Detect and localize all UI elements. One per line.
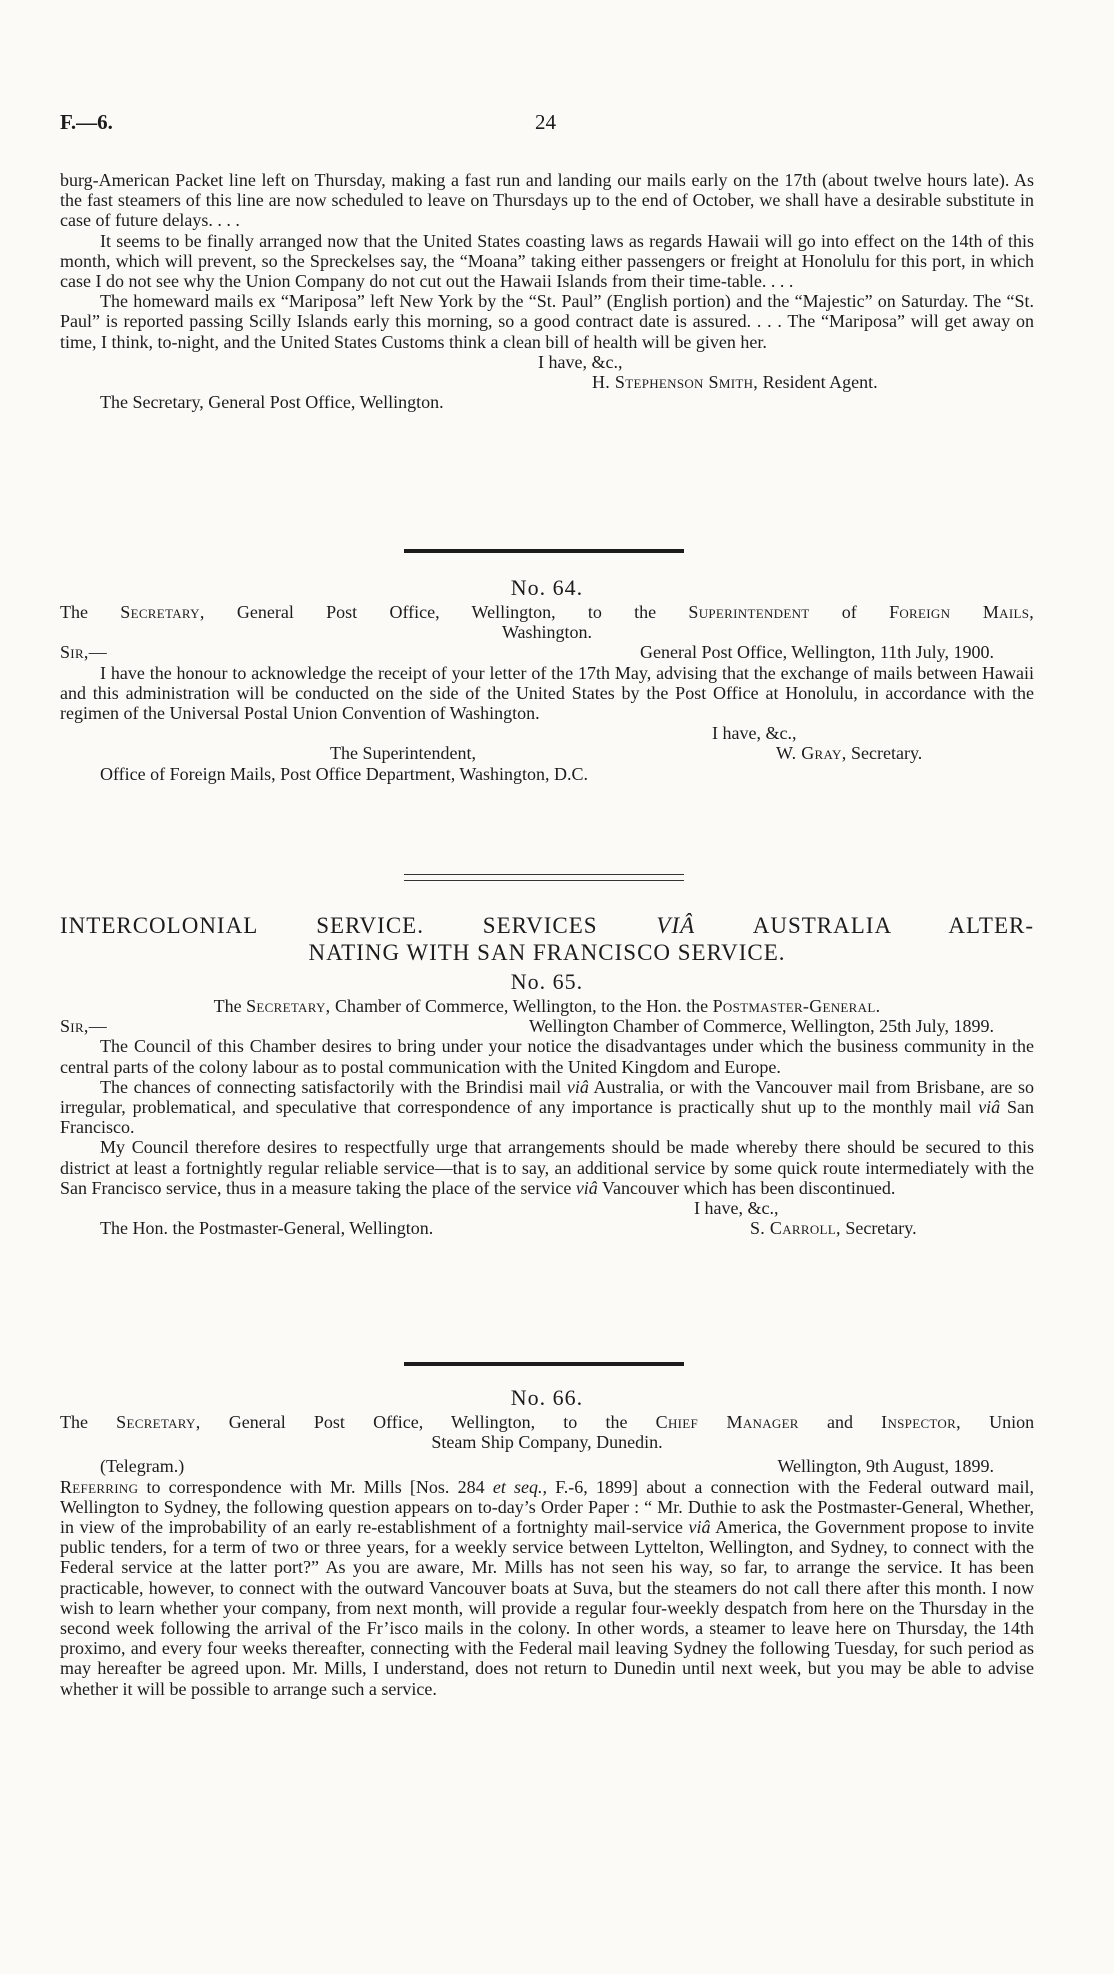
letter-63-tail xyxy=(60,170,1034,412)
signature-name: H. Stephenson Smith, xyxy=(592,372,759,393)
salutation: Sir,— xyxy=(60,642,108,663)
signature-line xyxy=(60,1218,1034,1239)
signature-line xyxy=(60,743,1034,764)
letter-heading: The Secretary, Chamber of Commerce, Wellington, to the Hon. the Postmaster-General. xyxy=(213,996,881,1016)
paragraph: burg-American Packet line left on Thursday, making a fast run and landing our mails early on the 17th (about twelve hours late). As the fast steamers of this line are now scheduled to leave on Thursdays up to the end of October, we shall have a desirable substitute in case of future delays. . . . xyxy=(60,170,1034,231)
paragraph: It seems to be finally arranged now that the United States coasting laws as regards Hawaii will go into effect on the 14th of this month, which will prevent, so the Spreckelses say, the “Moana” taking either passengers or freight at Honolulu for this port, in which case I do not see why the Union Company do not cut out the Hawaii Islands from their time-table. . . . xyxy=(60,230,1034,292)
salutation: Sir,— xyxy=(60,1016,108,1037)
letter-heading: The Secretary, General Post Office, Wellington, to the Superintendent of Foreign Mails, xyxy=(60,602,1035,622)
signature: S. Carroll, Secretary. xyxy=(750,1218,917,1239)
salutation-line xyxy=(60,642,1034,662)
section-heading-line-1: INTERCOLONIAL SERVICE. SERVICES VIÂ AUSTRALIA ALTER- xyxy=(60,913,1034,938)
letter-heading-place: Washington. xyxy=(501,622,593,643)
salutation-line xyxy=(60,1016,1034,1036)
double-divider xyxy=(404,874,684,881)
paragraph: I have the honour to acknowledge the receipt of your letter of the 17th May, advising that the exchange of mails between Hawaii and this administration will be conducted on the side of the United States by the Post Office at Honolulu, in accordance with the regimen of the Universal Postal Union Convention of Washington. xyxy=(60,662,1034,724)
letter-heading-place: Steam Ship Company, Dunedin. xyxy=(431,1432,663,1453)
letter-number: No. 64. xyxy=(510,575,584,600)
letter-66 xyxy=(60,1384,1034,1699)
page-number: 24 xyxy=(535,110,556,134)
letter-number: No. 65. xyxy=(510,969,584,994)
section-divider xyxy=(404,1362,684,1366)
addressee: The Secretary, General Post Office, Wellington. xyxy=(100,392,444,413)
dateline: Wellington, 9th August, 1899. xyxy=(777,1456,994,1477)
addressee: The Hon. the Postmaster-General, Wellington. xyxy=(100,1218,434,1239)
telegram-line xyxy=(60,1456,1034,1476)
paragraph: Referring to correspondence with Mr. Mills [Nos. 284 et seq., F.-6, 1899] about a connection with the Federal outward mail, Wellington to Sydney, the following question appears on to-day’s Order Paper : “ Mr. Duthie to ask the Postmaster-General, Whether, in view of the improbability of an early re-establishment of a fortnighty mail-service viâ America, the Government propose to invite public tenders, for a term of two or three years, for a weekly service between Lyttelton, Wellington, and Sydney, to connect with the Federal service at the latter port?” As you are aware, Mr. Mills has not seen his way, so far, to arrange the service. It has been practicable, however, to connect with the outward Vancouver boats at Suva, but the steamers do not call there after this month. I now wish to learn whether your company, from next month, will provide a regular four-weekly despatch from here on the Thursday in the second week following the arrival of the Fr’isco mails in the colony. In other words, a steamer to leave here on Thursday, the 14th proximo, and every four weeks thereafter, connecting with the Federal mail leaving Sydney the following Tuesday, for such period as may hereafter be agreed upon. Mr. Mills, I understand, does not return to Dunedin until next week, but you may be able to advise whether it will be possible to arrange such a service. xyxy=(60,1476,1034,1699)
paragraph: My Council therefore desires to respectfully urge that arrangements should be made whereby there should be secured to this district at least a fortnightly regular reliable service—that is to say, an additional service by some quick route intermediately with the San Francisco service, thus in a measure taking the place of the service viâ Vancouver which has been discontinued. xyxy=(60,1137,1034,1198)
section-heading xyxy=(60,912,1034,966)
letter-65 xyxy=(60,968,1034,1239)
dateline: General Post Office, Wellington, 11th July, 1900. xyxy=(639,642,994,663)
signature: W. Gray, Secretary. xyxy=(776,743,923,764)
section-heading-line-2: NATING WITH SAN FRANCISCO SERVICE. xyxy=(308,940,786,965)
closing: I have, &c., xyxy=(694,1198,779,1219)
section-divider xyxy=(404,549,684,553)
closing: I have, &c., xyxy=(538,351,623,372)
telegram-label: (Telegram.) xyxy=(100,1456,185,1477)
paragraph: The homeward mails ex “Mariposa” left New York by the “St. Paul” (English portion) and the “Majestic” on Saturday. The “St. Paul” is reported passing Scilly Islands early this morning, so a good contract date is assured. . . . The “Mariposa” will get away on time, I think, to-night, and the United States Customs think a clean bill of health will be given her. xyxy=(60,291,1034,352)
addressee-address: Office of Foreign Mails, Post Office Department, Washington, D.C. xyxy=(100,764,588,785)
document-reference: F.—6. xyxy=(60,110,113,134)
dateline: Wellington Chamber of Commerce, Wellington, 25th July, 1899. xyxy=(528,1016,994,1037)
letter-64 xyxy=(60,574,1034,785)
signature-title: Resident Agent. xyxy=(762,372,878,393)
paragraph: The chances of connecting satisfactorily with the Brindisi mail viâ Australia, or with the Vancouver mail from Brisbane, are so irregular, problematical, and speculative that correspondence of any importance is practically shut up to the monthly mail viâ San Francisco. xyxy=(60,1076,1035,1138)
letter-number: No. 66. xyxy=(510,1385,584,1410)
signature xyxy=(60,372,1034,392)
paragraph: The Council of this Chamber desires to bring under your notice the disadvantages under which the business community in the central parts of the colony labour as to postal communication with the United Kingdom and Europe. xyxy=(60,1036,1034,1077)
closing: I have, &c., xyxy=(712,723,797,744)
addressee: The Superintendent, xyxy=(330,743,476,764)
letter-heading: The Secretary, General Post Office, Wellington, to the Chief Manager and Inspector, Union xyxy=(60,1412,1035,1432)
